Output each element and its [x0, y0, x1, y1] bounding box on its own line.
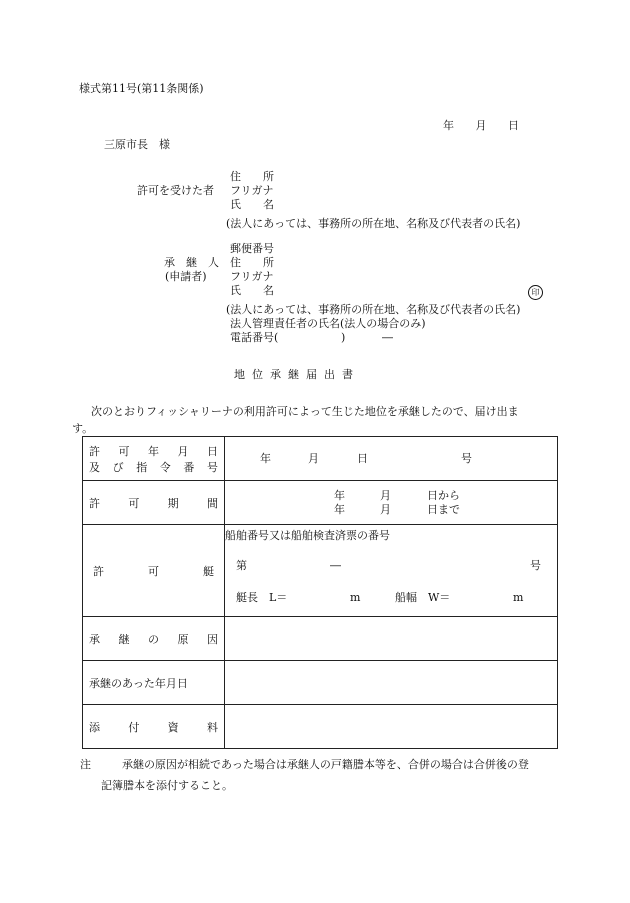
permit-holder-address-label: 住 所	[230, 170, 274, 183]
phone-dash: ―	[382, 331, 393, 344]
successor-note: (法人にあっては、事務所の所在地、名称及び代表者の氏名)	[226, 303, 521, 316]
phone-number-label: 電話番号(	[230, 331, 279, 344]
succession-form-table	[82, 436, 558, 749]
header-line-1: 許 可 年 月 日	[89, 444, 218, 458]
header-line-2: 及 び 指 令 番 号	[89, 460, 218, 474]
table-row	[83, 705, 558, 749]
date-day-label: 日	[508, 119, 519, 132]
succession-cause-header: 承 継 の 原 因	[83, 617, 225, 661]
permit-period-field[interactable]: 年 月 日から 年 月 日まで	[225, 481, 558, 525]
permit-holder-furigana-label: フリガナ	[230, 184, 274, 197]
permitted-boat-header: 許 可 艇	[83, 525, 225, 617]
attachments-header: 添 付 資 料	[83, 705, 225, 749]
date-month-label: 月	[475, 119, 487, 132]
addressee: 三原市長 様	[104, 138, 170, 151]
successor-address-label: 住 所	[230, 256, 274, 269]
permit-holder-note: (法人にあっては、事務所の所在地、名称及び代表者の氏名)	[226, 217, 521, 230]
successor-furigana-label: フリガナ	[230, 270, 274, 283]
form-number: 様式第11号(第11条関係)	[79, 82, 204, 95]
postal-code-label: 郵便番号	[230, 242, 274, 255]
intro-text	[72, 403, 549, 437]
permit-date-number-field[interactable]: 年 月 日 号	[225, 437, 558, 481]
permit-holder-name-label: 氏 名	[230, 198, 274, 211]
permit-period-header: 許 可 期 間	[83, 481, 225, 525]
seal-mark: 印	[528, 285, 543, 300]
permit-date-number-header	[83, 437, 225, 481]
boat-width-label: 船幅 W＝	[395, 591, 451, 604]
successor-name-label: 氏 名	[230, 284, 274, 297]
table-row	[83, 617, 558, 661]
phone-paren-close: )	[341, 331, 346, 344]
submission-date	[443, 119, 519, 133]
note-line-2: 記簿謄本を添付すること。	[101, 779, 233, 792]
permitted-boat-field[interactable]: 船舶番号又は船舶検査済票の番号 第 ― 号 艇長 L＝ m 船幅 W＝ m	[225, 525, 558, 617]
footer-note	[80, 754, 529, 796]
successor-label: 承 継 人	[164, 256, 219, 269]
table-row	[83, 481, 558, 525]
succession-cause-field[interactable]	[225, 617, 558, 661]
permit-holder-label: 許可を受けた者	[137, 184, 214, 197]
note-line-1: 承継の原因が相続であった場合は承継人の戸籍謄本等を、合併の場合は合併後の登	[122, 758, 529, 771]
document-title: 地位承継届出書	[234, 368, 360, 381]
applicant-label: (申請者)	[165, 270, 207, 283]
table-row	[83, 437, 558, 481]
table-row	[83, 661, 558, 705]
date-year-label: 年	[443, 119, 454, 132]
boat-length-label: 艇長 L＝	[236, 591, 288, 604]
intro-line-1: 次のとおりフィッシャリーナの利用許可によって生じた地位を承継したので、届け出ま	[91, 405, 519, 418]
succession-date-field[interactable]	[225, 661, 558, 705]
attachments-field[interactable]	[225, 705, 558, 749]
note-label: 注	[80, 758, 91, 771]
intro-line-2: す。	[72, 422, 94, 435]
boat-number-label: 船舶番号又は船舶検査済票の番号	[225, 529, 390, 542]
succession-date-header: 承継のあった年月日	[83, 661, 225, 705]
table-row	[83, 525, 558, 617]
corporate-manager-label: 法人管理責任者の氏名(法人の場合のみ)	[230, 317, 426, 330]
